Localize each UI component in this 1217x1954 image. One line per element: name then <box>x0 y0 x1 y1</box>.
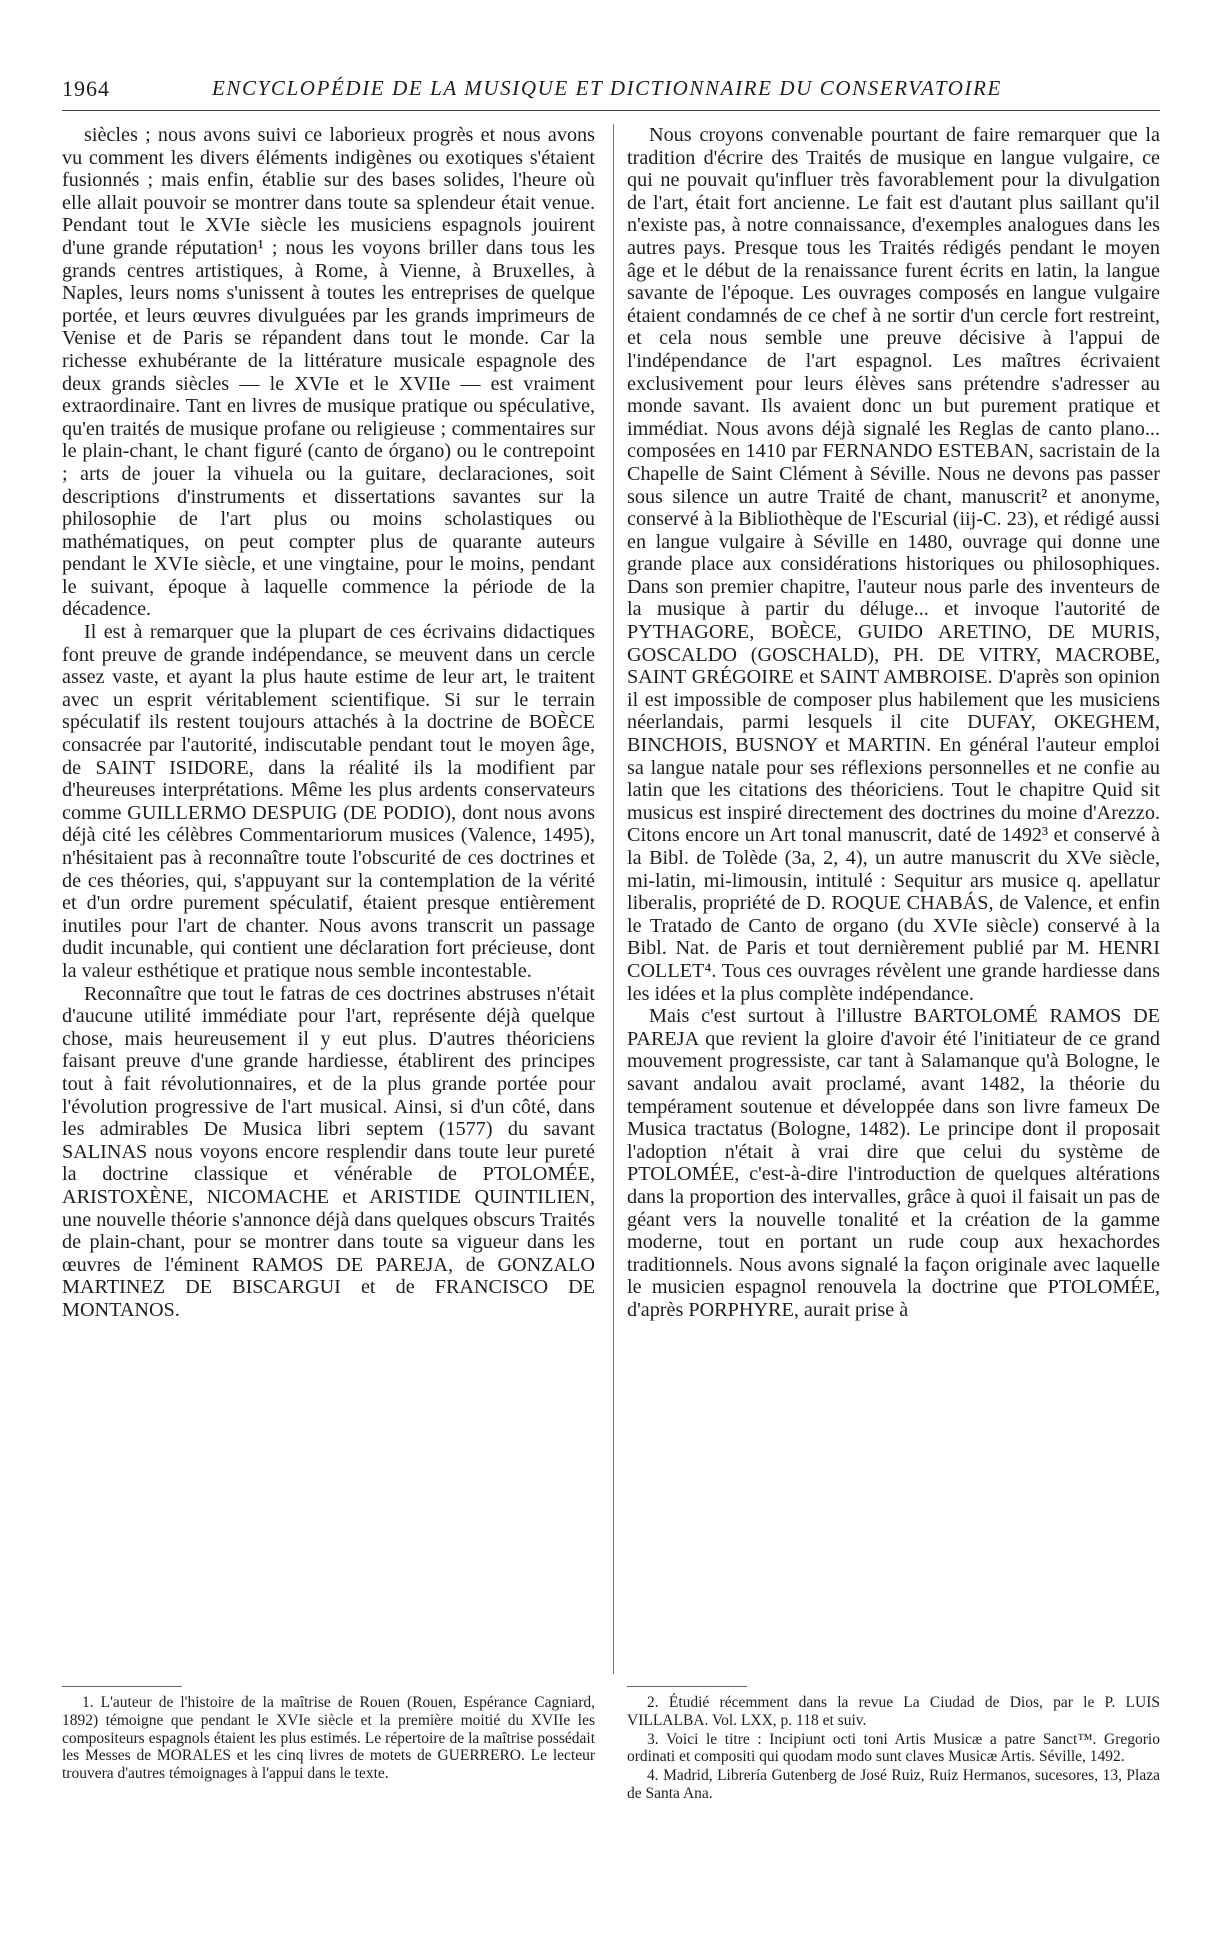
footnotes-right <box>627 1694 1160 1804</box>
left-column <box>62 124 595 1321</box>
footnote-rule-right <box>627 1686 747 1687</box>
column-divider <box>613 124 614 1674</box>
right-paragraph-2: Mais c'est surtout à l'illustre BARTOLOMÉ RAMOS DE PAREJA que revient la gloire d'avoir été l'initiateur de ce grand mouvement progressiste, car tant à Salamanque qu'à Bologne, le savant andalou avait proclamé, avant 1482, la théorie du tempérament soutenue et développée dans son livre fameux De Musica tractatus (Bologne, 1482). Le principe dont il proposait l'adoption n'était à vrai dire que celui du système de PTOLOMÉE, c'est-à-dire l'introduction de quelques altérations dans la proportion des intervalles, grâce à quoi il faisait un pas de géant vers la nouvelle tonalité et la création de la gamme moderne, tout en portant un rude coup aux hexachordes traditionnels. Nous avons signalé la façon originale avec laquelle le musicien espagnol renouvela la doctrine que PTOLOMÉE, d'après PORPHYRE, aurait prise à <box>627 1005 1160 1321</box>
running-title: ENCYCLOPÉDIE DE LA MUSIQUE ET DICTIONNAIRE DU CONSERVATOIRE <box>212 76 1002 100</box>
footnote-3: 3. Voici le titre : Incipiunt octi toni Artis Musicæ a patre Sanct™. Gregorio ordinati et compositi qui quodam modo sunt claves Musicæ Artis. Séville, 1492. <box>627 1730 1160 1766</box>
left-paragraph-3: Reconnaître que tout le fatras de ces doctrines abstruses n'était d'aucune utilité immédiate pour l'art, représente déjà quelque chose, mais heureusement il y eut plus. D'autres théoriciens faisant preuve d'une grande hardiesse, établirent des principes tout à fait révolutionnaires, et de la plus grande portée pour l'évolution progressive de l'art musical. Ainsi, si d'un côté, dans les admirables De Musica libri septem (1577) du savant SALINAS nous voyons encore resplendir dans toute leur pureté la doctrine classique et vénérable de PTOLOMÉE, ARISTOXÈNE, NICOMACHE et ARISTIDE QUINTILIEN, une nouvelle théorie s'annonce déjà dans quelques obscurs Traités de plain-chant, pour se montrer dans toute sa vigueur dans les œuvres de l'éminent RAMOS DE PAREJA, de GONZALO MARTINEZ DE BISCARGUI et de FRANCISCO DE MONTANOS. <box>62 982 595 1321</box>
right-paragraph-1: Nous croyons convenable pourtant de faire remarquer que la tradition d'écrire des Traités de musique en langue vulgaire, ce qui ne pouvait qu'influer très favorablement pour la divulgation de l'art, était fort ancienne. Le fait est d'autant plus saillant qu'il n'existe pas, à notre connaissance, d'exemples analogues dans les autres pays. Presque tous les Traités rédigés pendant le moyen âge et le début de la renaissance furent écrits en latin, la langue savante de l'époque. Les ouvrages composés en langue vulgaire étaient condamnés de ce chef à ne sortir d'un cercle fort restreint, et cela nous semble une preuve décisive à l'appui de l'indépendance de l'art espagnol. Les maîtres écrivaient exclusivement pour leurs élèves sans prétendre s'adresser au monde savant. Ils avaient donc un but purement pratique et immédiat. Nous avons déjà signalé les Reglas de canto plano... composées en 1410 par FERNANDO ESTEBAN, sacristain de la Chapelle de Saint Clément à Séville. Nous ne devons pas passer sous silence un autre Traité de chant, manuscrit² et anonyme, conservé à la Bibliothèque de l'Escurial (iij-C. 23), et rédigé aussi en langue vulgaire à Séville en 1480, ouvrage qui donne une grande place aux considérations historiques ou philosophiques. Dans son premier chapitre, l'auteur nous parle des inventeurs de la musique à partir du déluge... et invoque l'autorité de PYTHAGORE, BOÈCE, GUIDO ARETINO, DE MURIS, GOSCALDO (GOSCHALD), PH. DE VITRY, MACROBE, SAINT GRÉGOIRE et SAINT AMBROISE. D'après son opinion il est impossible de composer plus habilement que les musiciens néerlandais, parmi lesquels il cite DUFAY, OKEGHEM, BINCHOIS, BUSNOY et MARTIN. En général l'auteur emploi sa langue natale pour ses réflexions personnelles et ne confie au latin que les citations des théoriciens. Tout le chapitre Quid sit musicus est inspiré directement des doctrines du moine d'Arezzo. Citons encore un Art tonal manuscrit, daté de 1492³ et conservé à la Bibl. de Tolède (3a, 2, 4), un autre manuscrit du XVe siècle, mi-latin, mi-limousin, intitulé : Sequitur ars musice q. apellatur liberalis, propriété de D. ROQUE CHABÁS, de Valence, et enfin le Tratado de Canto de organo (du XVIe siècle) conservé à la Bibl. Nat. de Paris et tout dernièrement publié par M. HENRI COLLET⁴. Tous ces ouvrages révèlent une grande hardiesse dans les idées et la plus complète indépendance. <box>627 124 1160 1005</box>
footnote-2: 2. Étudié récemment dans la revue La Ciudad de Dios, par le P. LUIS VILLALBA. Vol. LXX, p. 118 et suiv. <box>627 1694 1160 1729</box>
footnote-4: 4. Madrid, Librería Gutenberg de José Ruiz, Ruiz Hermanos, sucesores, 13, Plaza de Santa Ana. <box>627 1767 1160 1802</box>
header-rule <box>62 110 1160 111</box>
footnotes-left <box>62 1694 595 1784</box>
page-number: 1964 <box>62 76 110 101</box>
footnote-1: 1. L'auteur de l'histoire de la maîtrise de Rouen (Rouen, Espérance Cagniard, 1892) témoigne que pendant le XVIe siècle et la première moitié du XVIIe les compositeurs espagnols étaient les plus estimés. Le répertoire de la maîtrise possédait les Messes de MORALES et les cinq livres de motets de GUERRERO. Le lecteur trouvera d'autres témoignages à l'appui dans le texte. <box>62 1694 595 1783</box>
left-paragraph-2: Il est à remarquer que la plupart de ces écrivains didactiques font preuve de grande indépendance, se meuvent dans un cercle assez vaste, et ayant la plus haute estime de leur art, le traitent avec un esprit véritablement scientifique. Si sur le terrain spéculatif ils restent toujours attachés à la doctrine de BOÈCE consacrée par l'autorité, indiscutable pendant tout le moyen âge, de SAINT ISIDORE, dans la réalité ils la modifient par d'heureuses interprétations. Même les plus ardents conservateurs comme GUILLERMO DESPUIG (DE PODIO), dont nous avons déjà cité les célèbres Commentariorum musices (Valence, 1495), n'hésitaient pas à reconnaître toute l'obscurité de ces doctrines et de ces théories, qui, s'appuyant sur la contemplation de la vérité et d'un ordre purement spéculatif, étaient presque entièrement inutiles pour l'art de chanter. Nous avons transcrit un passage dudit incunable, qui contient une déclaration fort précieuse, dont la valeur esthétique et pratique nous semble incontestable. <box>62 621 595 982</box>
right-column <box>627 124 1160 1321</box>
left-paragraph-1: siècles ; nous avons suivi ce laborieux progrès et nous avons vu comment les divers éléments indigènes ou exotiques s'étaient fusionnés ; mais enfin, établie sur des bases solides, l'heure où elle allait pouvoir se montrer dans toute sa splendeur était venue. Pendant tout le XVIe siècle les musiciens espagnols jouirent d'une grande réputation¹ ; nous les voyons briller dans tous les grands centres artistiques, à Rome, à Vienne, à Bruxelles, à Naples, leurs noms s'unissent à toutes les entreprises de quelque portée, et leurs œuvres divulguées par les grands imprimeurs de Venise et de Paris se répandent dans tout le monde. Car la richesse exhubérante de la littérature musicale espagnole des deux grands siècles — le XVIe et le XVIIe — est vraiment extraordinaire. Tant en livres de musique pratique ou spéculative, qu'en traités de musique profane ou religieuse ; commentaires sur le plain-chant, le chant figuré (canto de órgano) ou le contrepoint ; arts de jouer la vihuela ou la guitare, declaraciones, soit descriptions d'instruments et dissertations savantes sur la philosophie de l'art plus ou moins scholastiques ou mathématiques, on peut compter plus de quarante auteurs pendant le XVIe siècle, et une vingtaine, pour le moins, pendant le suivant, époque à laquelle commence la période de la décadence. <box>62 124 595 621</box>
footnote-rule-left <box>62 1686 182 1687</box>
